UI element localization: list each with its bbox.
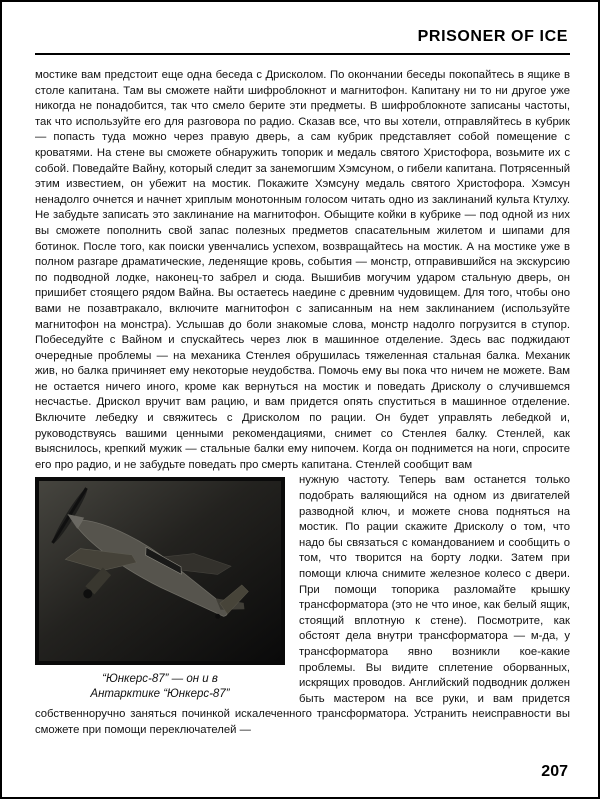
figure-caption — [35, 672, 285, 701]
header-rule — [35, 53, 570, 55]
junkers-87-illustration — [39, 481, 281, 661]
body-text — [35, 68, 570, 739]
body-paragraph-2: нужную частоту. Теперь вам останется только подобрать валяющийся на одном из двигателей разводной ключ, и можете снова подняться на мостик. По рации скажите Дрисколу о том, что надо бы связаться с командованием и сообщить о том, что творится на борту лодки. Затем при помощи ключа снимите железное колесо с двери. При помощи топорика разломайте крышку трансформатора (это не что иное, как белый ящик, стоящий вплотную к стене). Посмотрите, как обстоят дела внутри трансформатора — м-да, у трансформатора явно возникли кое-какие проблемы. Вы видите сплетение оборванных, искрящих проводов. Английский подводник должен быть мастером на все руки, и вам придется собственноручно заняться починкой искалеченного трансформатора. Устранить неисправности вы сможете при помощи переключателей — — [35, 474, 570, 736]
figure-caption-line1: “Юнкерс-87” — он и в — [102, 673, 218, 686]
page-header — [35, 28, 570, 55]
figure-caption-line2: Антарктике “Юнкерс-87” — [90, 687, 230, 700]
junkers-87-photo — [35, 477, 285, 665]
figure — [35, 477, 285, 701]
body-paragraph-1: мостике вам предстоит еще одна беседа с Дрисколом. По окончании беседы покопайтесь в ящике в столе капитана. Там вы сможете найти шифроблокнот и магнитофон. Капитану ни то ни другое уже никогда не понадобится, так что смело берите эти предметы. В шифроблокноте записаны частоты, так что используйте его для разговора по радио. Сказав все, что вы хотели, отправляйтесь в кубрик — попасть туда можно через правую дверь, а сам кубрик представляет собой помещение с кроватями. На стене вы сможете обнаружить топорик и медаль святого Христофора, возьмите их с собой. Поведайте Вайну, который следит за занемогшим Хэмсуном, о гибели капитана. Потрясенный этим известием, он убежит на мостик. Покажите Хэмсуну медаль святого Христофора. Хэмсун ненадолго очнется и начнет хриплым монотонным голосом читать одно из заклинаний культа Ктулху. Не забудьте записать это заклинание на магнитофон. Обыщите койки в кубрике — под одной из них вы сможете пополнить свой запас полезных предметов спасательным жилетом и шипами для ботинок. После того, как поиски увенчались успехом, возвращайтесь на мостик. А на мостике уже в полном разгаре драматические, леденящие кровь, события — монстр, отправившийся на экскурсию по подводной лодке, наконец-то забрел и сюда. Вышибив могучим ударом стальную дверь, он пришибет стоящего рядом Вайна. Вы остаетесь наедине с древним чудовищем. Для того, чтобы оно вами не позавтракало, включите магнитофон с записанным на нем заклинанием (используйте магнитофон на монстра). Услышав до боли знакомые слова, монстр надолго погрузится в ступор. Побеседуйте с Вайном и спускайтесь через люк в машинное отделение. Здесь вас поджидают очередные проблемы — на механика Стенлея обрушилась тяжеленная стальная балка. Механик жив, но балка причиняет ему некоторые неудобства. Помочь ему вы пока что ничем не можете. Вам не остается ничего иного, кроме как вернуться на мостик и поведать Дрисколу о случившемся несчастье. Дрискол вручит вам рацию, и вам придется опять спуститься в машинное отделение. Включите лебедку и свяжитесь с Дрисколом по рации. Он будет управлять лебедкой и, руководствуясь вашими ценными рекомендациями, снимет со Стенлея балку. Стенлей, как выяснилось, крепкий мужик — стальные балки ему нипочем. Когда он поднимется на ноги, спросите его про радио, и не забудьте поведать про смерть капитана. Стенлей сообщит вам — [35, 69, 570, 471]
page-number: 207 — [541, 763, 568, 780]
page-header-title: PRISONER OF ICE — [417, 28, 568, 45]
